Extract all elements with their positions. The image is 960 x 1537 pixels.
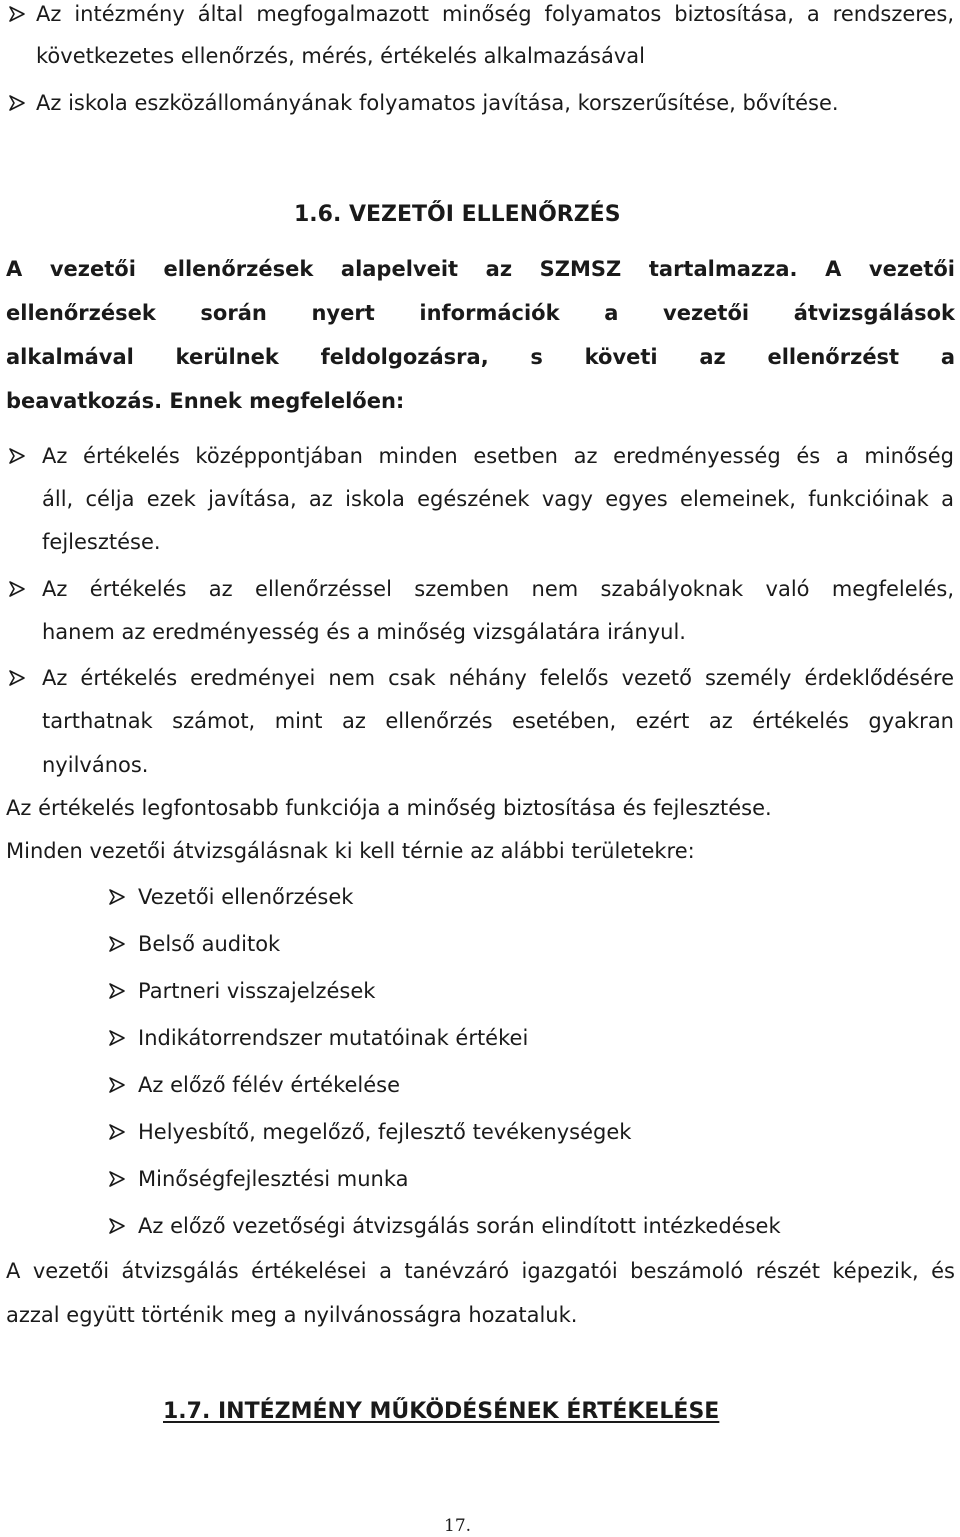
paragraph-line: A vezetői átvizsgálás értékelései a tanévzáró igazgatói beszámoló részét képezik, és (6, 1259, 955, 1283)
area-list-item: Belső auditok (138, 932, 281, 956)
area-list-item: Partneri visszajelzések (138, 979, 376, 1003)
page-number: 17. (444, 1516, 472, 1536)
bullet-text-line: Az iskola eszközállományának folyamatos javítása, korszerűsítése, bővítése. (36, 91, 839, 115)
area-list-item: Az előző félév értékelése (138, 1073, 401, 1097)
arrowhead-bullet-icon (108, 1076, 126, 1094)
bullet-text-line: következetes ellenőrzés, mérés, értékelés alkalmazásával (36, 44, 645, 68)
bullet-text-line: Az értékelés középpontjában minden esetben az eredményesség és a minőség (42, 444, 954, 468)
bold-paragraph-line: ellenőrzések során nyert információk a vezetői átvizsgálások (6, 301, 955, 325)
bullet-text-line: tarthatnak számot, mint az ellenőrzés esetében, ezért az értékelés gyakran (42, 709, 954, 733)
area-list-item: Vezetői ellenőrzések (138, 885, 354, 909)
bold-paragraph-line: beavatkozás. Ennek megfelelően: (6, 389, 405, 413)
arrowhead-bullet-icon (108, 888, 126, 906)
arrowhead-bullet-icon (8, 447, 26, 465)
bullet-text-line: fejlesztése. (42, 530, 161, 554)
bold-paragraph-line: alkalmával kerülnek feldolgozásra, s követi az ellenőrzést a (6, 345, 955, 369)
paragraph-line: Az értékelés legfontosabb funkciója a minőség biztosítása és fejlesztése. (6, 796, 772, 820)
section-heading: 1.6. VEZETŐI ELLENŐRZÉS (294, 202, 621, 227)
arrowhead-bullet-icon (108, 1170, 126, 1188)
bullet-text-line: nyilvános. (42, 753, 149, 777)
bold-paragraph-line: A vezetői ellenőrzések alapelveit az SZMSZ tartalmazza. A vezetői (6, 257, 955, 281)
arrowhead-bullet-icon (8, 669, 26, 687)
area-list-item: Minőségfejlesztési munka (138, 1167, 409, 1191)
arrowhead-bullet-icon (108, 1217, 126, 1235)
arrowhead-bullet-icon (108, 935, 126, 953)
paragraph-line: Minden vezetői átvizsgálásnak ki kell térnie az alábbi területekre: (6, 839, 695, 863)
bullet-text-line: hanem az eredményesség és a minőség vizsgálatára irányul. (42, 620, 686, 644)
area-list-item: Indikátorrendszer mutatóinak értékei (138, 1026, 529, 1050)
bullet-text-line: áll, célja ezek javítása, az iskola egészének vagy egyes elemeinek, funkcióinak a (42, 487, 954, 511)
area-list-item: Az előző vezetőségi átvizsgálás során elindított intézkedések (138, 1214, 781, 1238)
bullet-text-line: Az intézmény által megfogalmazott minőség folyamatos biztosítása, a rendszeres, (36, 2, 954, 26)
arrowhead-bullet-icon (108, 1029, 126, 1047)
arrowhead-bullet-icon (108, 1123, 126, 1141)
bullet-text-line: Az értékelés az ellenőrzéssel szemben nem szabályoknak való megfelelés, (42, 577, 954, 601)
arrowhead-bullet-icon (8, 5, 26, 23)
bullet-text-line: Az értékelés eredményei nem csak néhány felelős vezető személy érdeklődésére (42, 666, 954, 690)
arrowhead-bullet-icon (108, 982, 126, 1000)
arrowhead-bullet-icon (8, 94, 26, 112)
area-list-item: Helyesbítő, megelőző, fejlesztő tevékenységek (138, 1120, 632, 1144)
section-heading: 1.7. INTÉZMÉNY MŰKÖDÉSÉNEK ÉRTÉKELÉSE (163, 1399, 720, 1424)
paragraph-line: azzal együtt történik meg a nyilvánosságra hozataluk. (6, 1303, 578, 1327)
arrowhead-bullet-icon (8, 580, 26, 598)
